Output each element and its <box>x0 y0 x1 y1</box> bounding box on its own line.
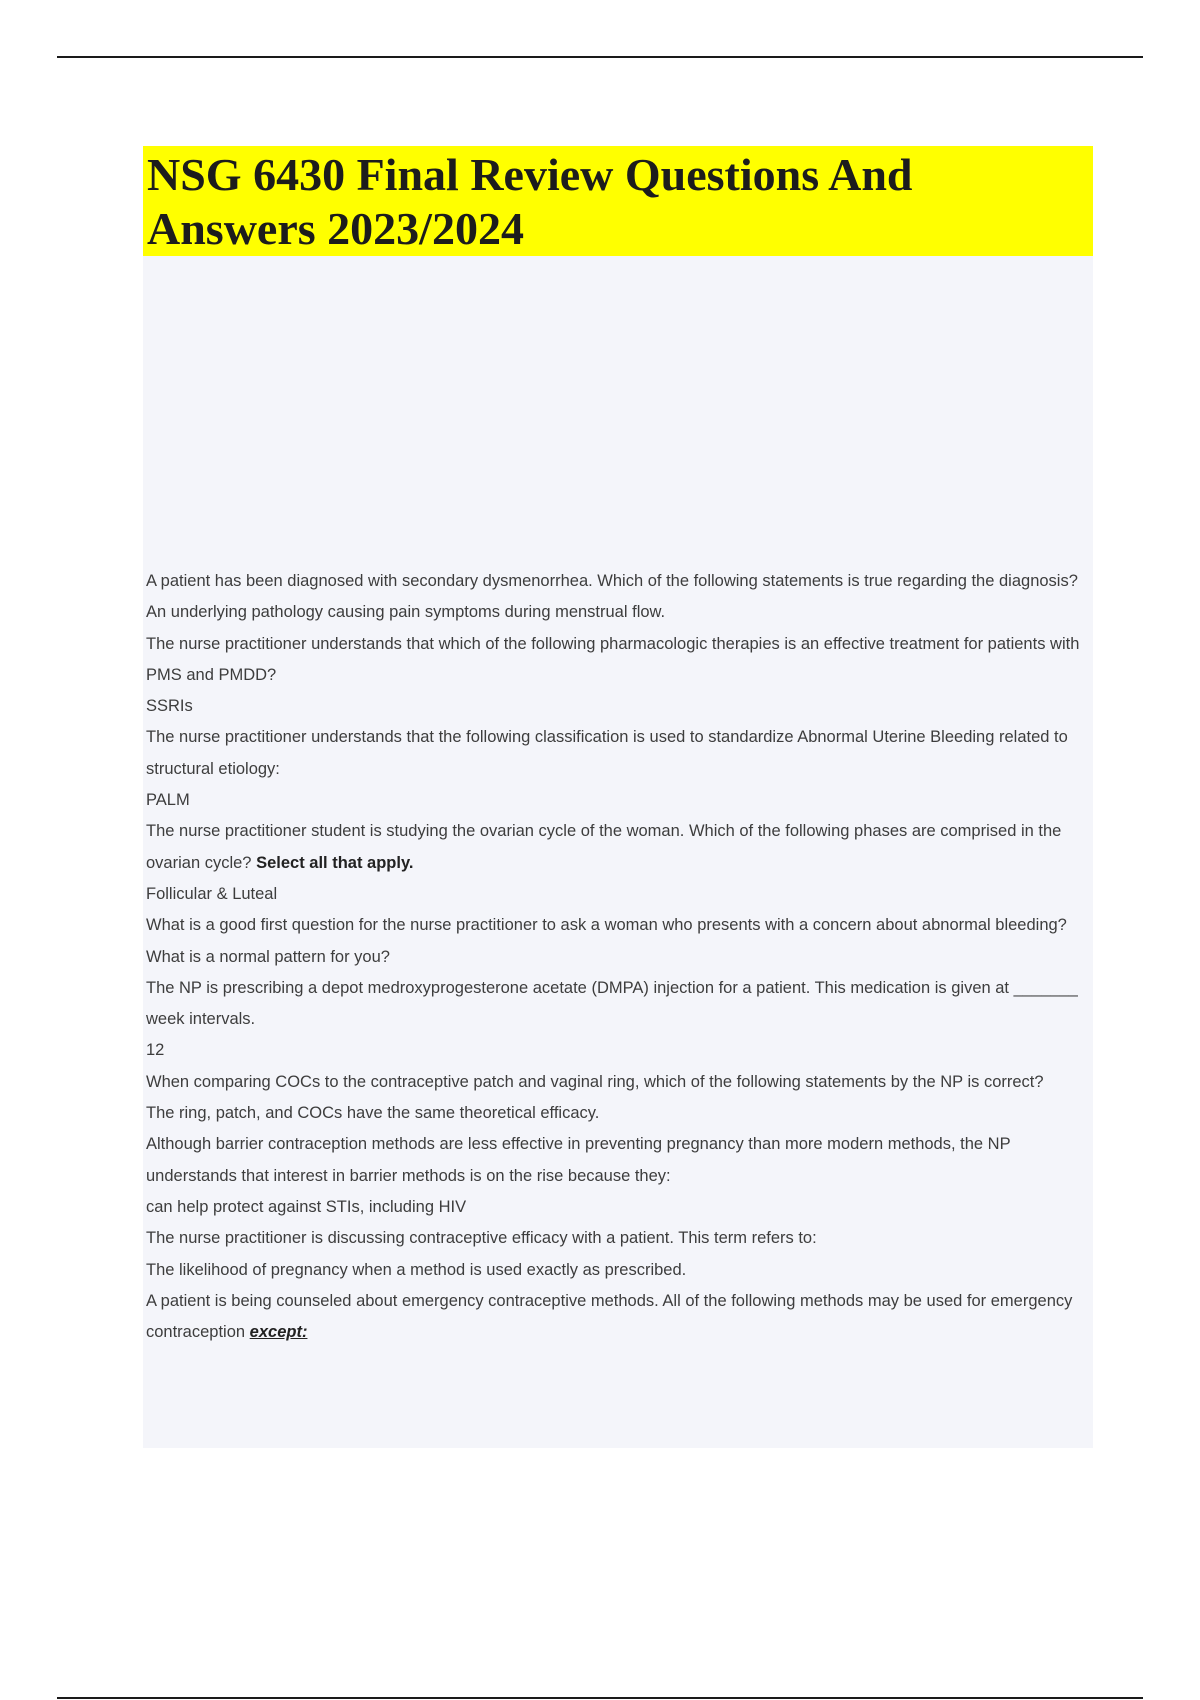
question-3: The nurse practitioner understands that the following classification is used to standardize Abnormal Uterine Bleeding related to structural etiology: <box>146 728 1068 778</box>
question-10-text: A patient is being counseled about emergency contraceptive methods. All of the following methods may be used for emergency contraception <box>146 1291 1073 1342</box>
bottom-rule <box>57 1697 1143 1699</box>
question-4 <box>146 816 1088 879</box>
answer-5: What is a normal pattern for you? <box>146 947 390 966</box>
answer-7: The ring, patch, and COCs have the same theoretical efficacy. <box>146 1104 600 1123</box>
answer-8: can help protect against STIs, including HIV <box>146 1197 467 1216</box>
answer-6: 12 <box>146 1041 165 1060</box>
title-highlight <box>143 146 1093 256</box>
answer-3: PALM <box>146 791 190 810</box>
question-2: The nurse practitioner understands that which of the following pharmacologic therapies is an effective treatment for patients with PMS and PMDD? <box>146 634 1080 684</box>
question-1: A patient has been diagnosed with secondary dysmenorrhea. Which of the following statements is true regarding the diagnosis? <box>146 572 1078 590</box>
question-6: The NP is prescribing a depot medroxyprogesterone acetate (DMPA) injection for a patient. This medication is given at _______ week intervals. <box>146 978 1078 1029</box>
qa-list <box>146 566 1088 1348</box>
question-8: Although barrier contraception methods are less effective in preventing pregnancy than more modern methods, the NP understands that interest in barrier methods is on the rise because they: <box>146 1135 1011 1185</box>
top-rule <box>57 56 1143 58</box>
question-9: The nurse practitioner is discussing contraceptive efficacy with a patient. This term refers to: <box>146 1229 817 1248</box>
question-10 <box>146 1286 1088 1349</box>
document-title <box>147 148 1093 256</box>
answer-2: SSRIs <box>146 697 193 716</box>
question-5: What is a good first question for the nurse practitioner to ask a woman who presents with a concern about abnormal bleeding? <box>146 916 1067 935</box>
content-panel <box>143 256 1093 1448</box>
answer-9: The likelihood of pregnancy when a method is used exactly as prescribed. <box>146 1260 687 1279</box>
question-7: When comparing COCs to the contraceptive patch and vaginal ring, which of the following statements by the NP is correct? <box>146 1072 1044 1091</box>
title-line-2: Answers 2023/2024 <box>147 203 524 254</box>
answer-4: Follicular & Luteal <box>146 884 278 903</box>
title-line-1: NSG 6430 Final Review Questions And <box>147 149 913 200</box>
select-all-emphasis: Select all that apply. <box>256 853 414 872</box>
except-emphasis: except: <box>249 1323 308 1342</box>
question-4-text: The nurse practitioner student is studying the ovarian cycle of the woman. Which of the following phases are comprised in the ovarian cycle? <box>146 822 1062 872</box>
answer-1: An underlying pathology causing pain symptoms during menstrual flow. <box>146 603 666 622</box>
